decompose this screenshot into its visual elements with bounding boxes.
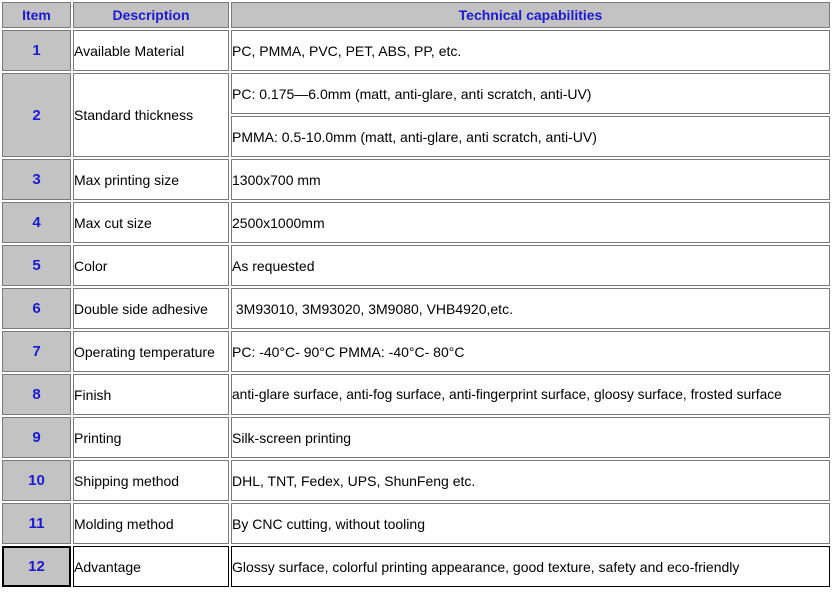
- item-number: 9: [2, 417, 71, 458]
- item-number: 5: [2, 245, 71, 286]
- table-row: [2, 30, 830, 71]
- item-number: 6: [2, 288, 71, 329]
- capability-cell: DHL, TNT, Fedex, UPS, ShunFeng etc.: [231, 460, 830, 501]
- table-row: [2, 202, 830, 243]
- item-number: 12: [2, 546, 71, 587]
- capability-cell: PC: 0.175—6.0mm (matt, anti-glare, anti scratch, anti-UV): [231, 73, 830, 114]
- header-description: Description: [73, 2, 229, 28]
- description-cell: Max printing size: [73, 159, 229, 200]
- capability-cell: PMMA: 0.5-10.0mm (matt, anti-glare, anti scratch, anti-UV): [231, 116, 830, 157]
- table-row: [2, 503, 830, 544]
- table-row: [2, 331, 830, 372]
- item-number: 3: [2, 159, 71, 200]
- table-row: [2, 417, 830, 458]
- capability-cell: PC: -40°C- 90°C PMMA: -40°C- 80°C: [231, 331, 830, 372]
- capability-cell: 2500x1000mm: [231, 202, 830, 243]
- description-cell: Color: [73, 245, 229, 286]
- item-number: 11: [2, 503, 71, 544]
- table-row: [2, 73, 830, 114]
- item-number: 10: [2, 460, 71, 501]
- capability-cell: Glossy surface, colorful printing appearance, good texture, safety and eco-friendly: [231, 546, 830, 587]
- table-header-row: [2, 2, 830, 28]
- capability-cell: 1300x700 mm: [231, 159, 830, 200]
- description-cell: Finish: [73, 374, 229, 415]
- description-cell: Standard thickness: [73, 73, 229, 157]
- item-number: 8: [2, 374, 71, 415]
- table-row: [2, 374, 830, 415]
- table-row: [2, 546, 830, 587]
- table-row: [2, 159, 830, 200]
- description-cell: Molding method: [73, 503, 229, 544]
- capability-cell: PC, PMMA, PVC, PET, ABS, PP, etc.: [231, 30, 830, 71]
- table-row: [2, 460, 830, 501]
- table-row: [2, 245, 830, 286]
- capability-cell: anti-glare surface, anti-fog surface, anti-fingerprint surface, gloosy surface, frosted surface: [231, 374, 830, 415]
- header-technical-capabilities: Technical capabilities: [231, 2, 830, 28]
- item-number: 7: [2, 331, 71, 372]
- item-number: 2: [2, 73, 71, 157]
- description-cell: Operating temperature: [73, 331, 229, 372]
- capability-cell: Silk-screen printing: [231, 417, 830, 458]
- description-cell: Shipping method: [73, 460, 229, 501]
- item-number: 4: [2, 202, 71, 243]
- table-row: [2, 288, 830, 329]
- item-number: 1: [2, 30, 71, 71]
- description-cell: Max cut size: [73, 202, 229, 243]
- header-item: Item: [2, 2, 71, 28]
- description-cell: Double side adhesive: [73, 288, 229, 329]
- capability-cell: By CNC cutting, without tooling: [231, 503, 830, 544]
- capability-cell: 3M93010, 3M93020, 3M9080, VHB4920,etc.: [231, 288, 830, 329]
- description-cell: Printing: [73, 417, 229, 458]
- description-cell: Available Material: [73, 30, 229, 71]
- description-cell: Advantage: [73, 546, 229, 587]
- capability-cell: As requested: [231, 245, 830, 286]
